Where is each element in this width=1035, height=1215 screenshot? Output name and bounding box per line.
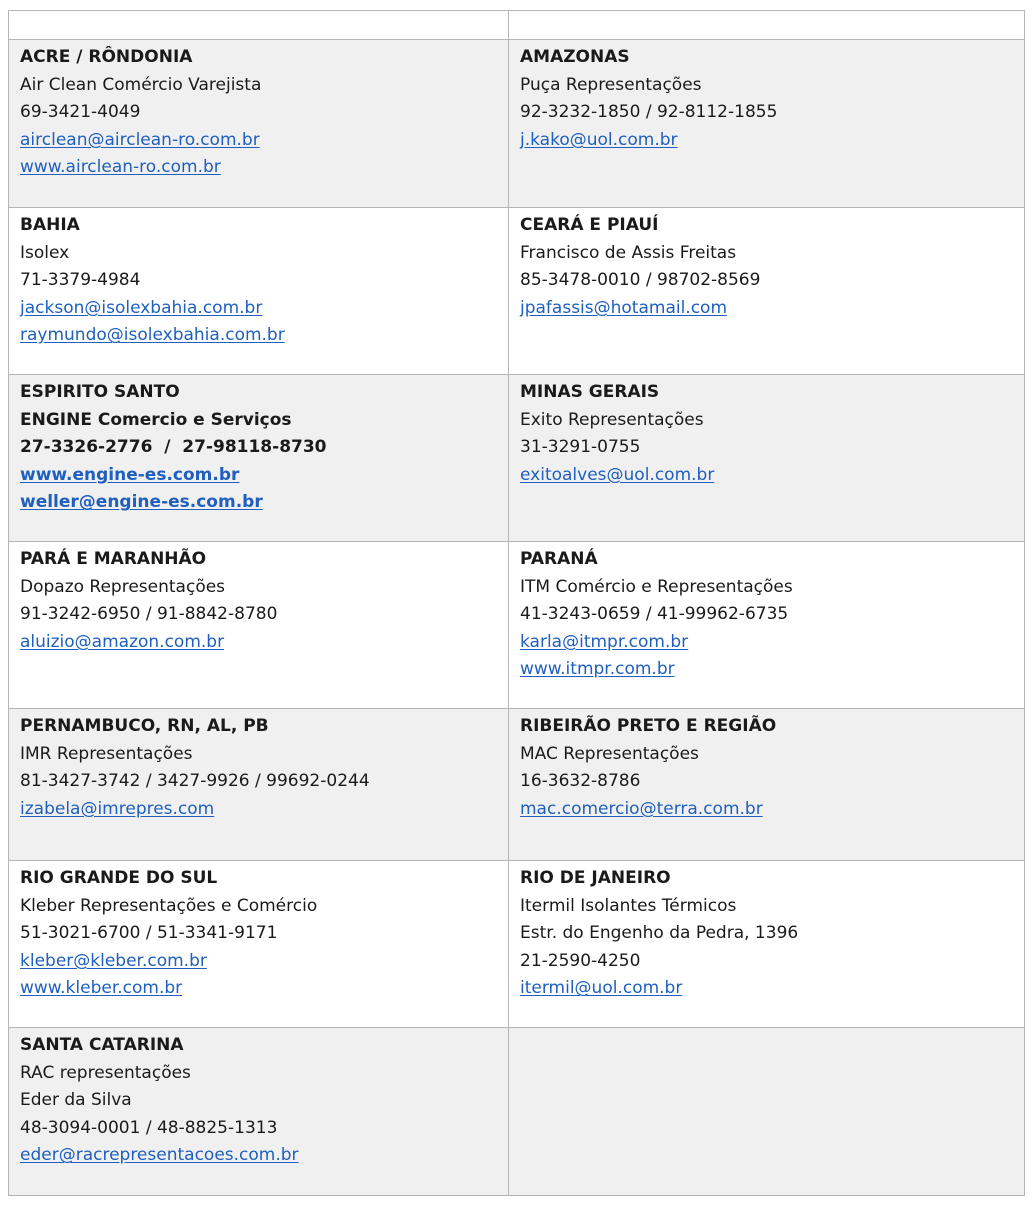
phone-number: 16-3632-8786 <box>520 771 641 792</box>
email-link[interactable]: jackson@isolexbahia.com.br <box>20 297 263 318</box>
representatives-table <box>8 10 1025 1196</box>
company-name: ITM Comércio e Representações <box>520 576 793 597</box>
region-heading: RIO GRANDE DO SUL <box>20 868 218 888</box>
company-name: Air Clean Comércio Varejista <box>20 74 262 95</box>
company-name: Kleber Representações e Comércio <box>20 895 318 916</box>
phone-number: 27-3326-2776 / 27-98118-8730 <box>20 437 327 458</box>
region-heading: PARANÁ <box>520 549 598 569</box>
region-heading: PARÁ E MARANHÃO <box>20 549 207 569</box>
email-link[interactable]: izabela@imrepres.com <box>20 798 215 819</box>
company-name: ENGINE Comercio e Serviços <box>20 409 292 430</box>
company-name: MAC Representações <box>520 743 699 764</box>
company-name: IMR Representações <box>20 743 193 764</box>
region-cell-ceara-piaui <box>509 208 1025 375</box>
email-link[interactable]: raymundo@isolexbahia.com.br <box>20 325 285 346</box>
phone-number: 51-3021-6700 / 51-3341-9171 <box>20 923 278 944</box>
empty-header-cell <box>9 11 509 40</box>
website-link[interactable]: www.itmpr.com.br <box>520 659 675 680</box>
contact-name: Eder da Silva <box>20 1090 132 1111</box>
website-link[interactable]: www.engine-es.com.br <box>20 464 240 485</box>
region-heading: SANTA CATARINA <box>20 1035 184 1055</box>
company-name: Puça Representações <box>520 74 702 95</box>
region-cell-rio-de-janeiro <box>509 861 1025 1028</box>
street-address: Estr. do Engenho da Pedra, 1396 <box>520 923 799 944</box>
region-cell-parana <box>509 542 1025 709</box>
table-row <box>9 40 1025 208</box>
phone-number: 71-3379-4984 <box>20 270 141 291</box>
contact-name: Francisco de Assis Freitas <box>520 242 737 263</box>
region-cell-santa-catarina <box>9 1028 509 1196</box>
website-link[interactable]: www.airclean-ro.com.br <box>20 157 221 178</box>
region-heading: PERNAMBUCO, RN, AL, PB <box>20 716 269 736</box>
table-row <box>9 1028 1025 1196</box>
region-cell-rio-grande-do-sul <box>9 861 509 1028</box>
website-link[interactable]: www.kleber.com.br <box>20 978 183 999</box>
email-link[interactable]: mac.comercio@terra.com.br <box>520 798 763 819</box>
email-link[interactable]: exitoalves@uol.com.br <box>520 464 715 485</box>
company-name: Exito Representações <box>520 409 704 430</box>
region-cell-bahia <box>9 208 509 375</box>
region-heading: MINAS GERAIS <box>520 382 660 402</box>
email-link[interactable]: eder@racrepresentacoes.com.br <box>20 1145 299 1166</box>
table-row <box>9 542 1025 709</box>
region-heading: RIBEIRÃO PRETO E REGIÃO <box>520 716 777 736</box>
region-heading: CEARÁ E PIAUÍ <box>520 215 659 235</box>
region-cell-minas-gerais <box>509 375 1025 542</box>
region-cell-espirito-santo <box>9 375 509 542</box>
phone-number: 92-3232-1850 / 92-8112-1855 <box>520 102 778 123</box>
region-heading: RIO DE JANEIRO <box>520 868 671 888</box>
table-row <box>9 861 1025 1028</box>
phone-number: 31-3291-0755 <box>520 437 641 458</box>
region-heading: BAHIA <box>20 215 80 235</box>
email-link[interactable]: airclean@airclean-ro.com.br <box>20 129 260 150</box>
region-cell-acre-rondonia <box>9 40 509 208</box>
email-link[interactable]: kleber@kleber.com.br <box>20 950 207 971</box>
phone-number: 41-3243-0659 / 41-99962-6735 <box>520 604 789 625</box>
company-name: Isolex <box>20 242 70 263</box>
email-link[interactable]: aluizio@amazon.com.br <box>20 631 225 652</box>
table-row <box>9 208 1025 375</box>
phone-number: 81-3427-3742 / 3427-9926 / 99692-0244 <box>20 771 370 792</box>
region-cell-amazonas <box>509 40 1025 208</box>
region-cell-para-maranhao <box>9 542 509 709</box>
email-link[interactable]: weller@engine-es.com.br <box>20 492 263 513</box>
table-row <box>9 375 1025 542</box>
region-heading: ESPIRITO SANTO <box>20 382 180 402</box>
phone-number: 48-3094-0001 / 48-8825-1313 <box>20 1117 278 1138</box>
table-header-row <box>9 11 1025 40</box>
region-heading: ACRE / RÔNDONIA <box>20 47 193 67</box>
company-name: RAC representações <box>20 1062 191 1083</box>
email-link[interactable]: jpafassis@hotamail.com <box>520 297 728 318</box>
email-link[interactable]: karla@itmpr.com.br <box>520 631 689 652</box>
company-name: Itermil Isolantes Térmicos <box>520 895 737 916</box>
region-heading: AMAZONAS <box>520 47 630 67</box>
region-cell-pernambuco <box>9 709 509 861</box>
table-row <box>9 709 1025 861</box>
region-cell-ribeirao-preto <box>509 709 1025 861</box>
phone-number: 91-3242-6950 / 91-8842-8780 <box>20 604 278 625</box>
empty-header-cell <box>509 11 1025 40</box>
email-link[interactable]: j.kako@uol.com.br <box>520 129 678 150</box>
empty-cell <box>509 1028 1025 1196</box>
company-name: Dopazo Representações <box>20 576 226 597</box>
phone-number: 85-3478-0010 / 98702-8569 <box>520 270 761 291</box>
email-link[interactable]: itermil@uol.com.br <box>520 978 683 999</box>
phone-number: 69-3421-4049 <box>20 102 141 123</box>
phone-number: 21-2590-4250 <box>520 950 641 971</box>
